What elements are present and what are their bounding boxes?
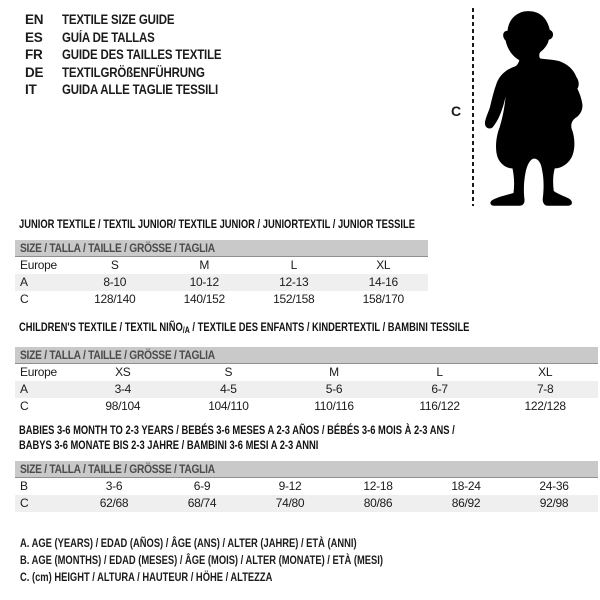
lang-code: FR <box>25 47 43 63</box>
table-cell: 92/98 <box>539 496 569 510</box>
lang-row-es <box>25 29 250 47</box>
table-cell: 80/86 <box>363 496 393 510</box>
table-cell: 140/152 <box>183 292 225 306</box>
table-cell: 9-12 <box>278 479 302 493</box>
footnote-a <box>20 535 485 552</box>
table-cell: 10-12 <box>189 275 219 289</box>
title-prefix: CHILDREN'S TEXTILE / TEXTIL NIÑO <box>19 320 183 334</box>
size-header-bar-label: SIZE / TALLA / TAILLE / GRÖSSE / TAGLIA <box>20 241 215 255</box>
table-row-c <box>15 291 428 308</box>
height-measure-label: C <box>451 103 462 119</box>
table-cell: 152/158 <box>273 292 315 306</box>
table-cell: 3-4 <box>114 382 132 396</box>
table-header-row <box>15 364 598 381</box>
title-subscript: /A <box>182 325 190 335</box>
size-header-bar-label: SIZE / TALLA / TAILLE / GRÖSSE / TAGLIA <box>20 462 215 476</box>
table-cell: 74/80 <box>275 496 305 510</box>
lang-text: GUÍA DE TALLAS <box>62 29 155 45</box>
babies-size-table <box>15 461 598 512</box>
size-header-bar <box>15 347 598 364</box>
lang-code: IT <box>25 82 37 98</box>
lang-text: TEXTILGRÖßENFÜHRUNG <box>62 64 205 80</box>
section-title-babies-line1: BABIES 3-6 MONTH TO 2-3 YEARS / BEBÉS 3-6 MESES A 2-3 AÑOS / BÉBÉS 3-6 MOIS À 2-3 ANS / <box>19 423 455 437</box>
footnote-b-text: B. AGE (MONTHS) / EDAD (MESES) / ÂGE (MOIS) / ALTER (MONATE) / ETÀ (MESI) <box>20 553 383 567</box>
lang-code: DE <box>25 64 44 80</box>
children-size-table <box>15 347 598 415</box>
baby-silhouette-icon <box>482 3 598 210</box>
row-label: C <box>20 399 29 413</box>
table-cell: 5-6 <box>325 382 343 396</box>
table-cell: 4-5 <box>220 382 237 396</box>
table-header-row <box>15 257 428 274</box>
size-header-bar <box>15 461 598 478</box>
table-cell: 6-9 <box>193 479 211 493</box>
lang-row-en <box>25 11 250 29</box>
footnote-a-text: A. AGE (YEARS) / EDAD (AÑOS) / ÂGE (ANS) / ALTER (JAHRE) / ETÀ (ANNI) <box>20 536 357 550</box>
column-header: S <box>110 258 119 272</box>
size-header-bar <box>15 240 428 257</box>
lang-code: EN <box>25 12 44 27</box>
row-label: C <box>20 292 29 306</box>
row-label: A <box>20 275 28 289</box>
column-header: XL <box>376 258 391 272</box>
table-cell: 3-6 <box>105 479 123 493</box>
table-cell: 104/110 <box>208 399 249 413</box>
column-header-europe: Europe <box>20 365 57 379</box>
footnotes <box>20 535 485 586</box>
section-title-children-text <box>19 320 469 338</box>
footnote-c <box>20 569 485 586</box>
table-row-b <box>15 478 598 495</box>
table-cell: 122/128 <box>524 399 566 413</box>
lang-text: TEXTILE SIZE GUIDE <box>62 12 175 27</box>
lang-row-de <box>25 64 250 82</box>
junior-size-table <box>15 240 428 308</box>
table-row-a <box>15 381 598 398</box>
lang-row-fr <box>25 46 250 64</box>
column-header: M <box>199 258 210 272</box>
column-header: M <box>329 365 339 379</box>
column-header: XL <box>538 365 553 379</box>
row-label: B <box>20 479 28 493</box>
column-header: XS <box>115 365 131 379</box>
height-measure-figure <box>440 0 600 215</box>
table-cell: 110/116 <box>314 399 354 413</box>
table-cell: 14-16 <box>368 275 398 289</box>
table-cell: 24-36 <box>539 479 569 493</box>
table-row-a <box>15 274 428 291</box>
section-title-children <box>19 320 596 338</box>
height-measure-line <box>472 8 474 206</box>
table-cell: 68/74 <box>187 496 217 510</box>
language-list <box>25 11 250 99</box>
table-cell: 7-8 <box>536 382 554 396</box>
table-cell: 98/104 <box>105 399 141 413</box>
lang-text: GUIDA ALLE TAGLIE TESSILI <box>62 82 218 98</box>
section-title-junior-text: JUNIOR TEXTILE / TEXTIL JUNIOR/ TEXTILE JUNIOR / JUNIORTEXTIL / JUNIOR TESSILE <box>19 217 415 231</box>
table-cell: 6-7 <box>431 382 448 396</box>
section-title-babies-line2: BABYS 3-6 MONATE BIS 2-3 JAHRE / BAMBINI 3-6 MESI A 2-3 ANNI <box>19 438 319 452</box>
lang-code: ES <box>25 29 43 45</box>
table-cell: 18-24 <box>451 479 481 493</box>
section-title-junior <box>19 217 527 232</box>
table-cell: 12-13 <box>279 275 309 289</box>
table-cell: 128/140 <box>94 292 136 306</box>
row-label: A <box>20 382 28 396</box>
table-cell: 158/170 <box>362 292 404 306</box>
table-row-c <box>15 398 598 415</box>
column-header: L <box>290 258 297 272</box>
table-row-c <box>15 495 598 512</box>
table-cell: 116/122 <box>419 399 460 413</box>
size-header-bar-label: SIZE / TALLA / TAILLE / GRÖSSE / TAGLIA <box>20 348 215 362</box>
footnote-b <box>20 552 485 569</box>
row-label: C <box>20 496 29 510</box>
footnote-c-text: C. (cm) HEIGHT / ALTURA / HAUTEUR / HÖHE / ALTEZZA <box>20 570 273 584</box>
column-header: L <box>436 365 443 379</box>
table-cell: 8-10 <box>103 275 127 289</box>
section-title-babies <box>19 423 578 453</box>
table-cell: 86/92 <box>451 496 481 510</box>
table-cell: 62/68 <box>99 496 129 510</box>
column-header-europe: Europe <box>20 258 57 272</box>
table-cell: 12-18 <box>363 479 393 493</box>
lang-text: GUIDE DES TAILLES TEXTILE <box>62 47 222 63</box>
title-suffix: / TEXTILE DES ENFANTS / KINDERTEXTIL / BAMBINI TESSILE <box>189 320 470 334</box>
column-header: S <box>224 365 233 379</box>
lang-row-it <box>25 81 250 99</box>
